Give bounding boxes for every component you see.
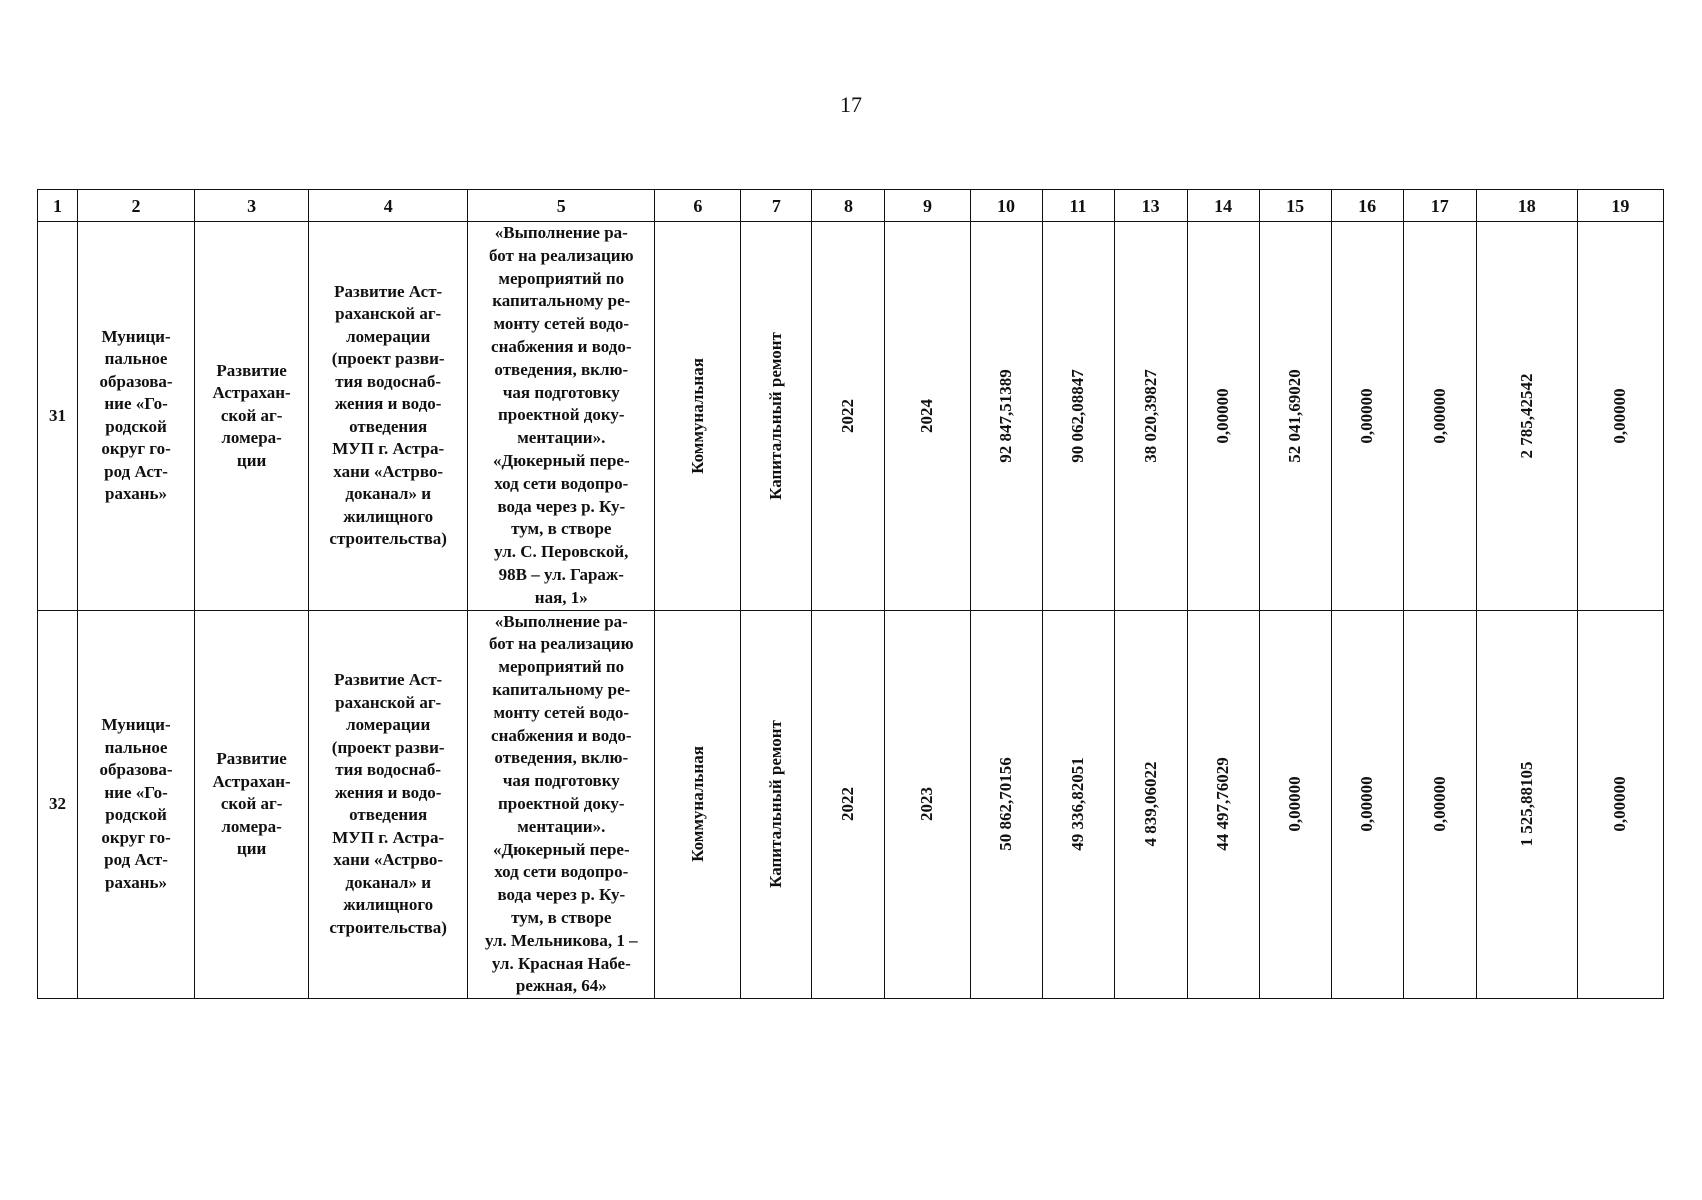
value-cell-19 (1577, 222, 1663, 611)
value-cell-19 (1577, 610, 1663, 999)
event-cell: «Выполнение ра- бот на реализацию мероприятий по капитальному ре- монту сетей водо- снабжения и водо- отведения, вклю- чая подготовку проектной доку- ментации». «Дюкерный пере- ход сети водопро- вода через р. Ку- тум, в створе ул. Мельникова, 1 – ул. Красная Набе- режная, 64» (468, 610, 655, 999)
value-text: 4 839,06022 (1140, 761, 1160, 847)
project-cell: Развитие Аст- раханской аг- ломерации (проект разви- тия водоснаб- жения и водо- отведения МУП г. Астра- хани «Астрво- доканал» и жилищного строительства) (309, 610, 468, 999)
column-header: 6 (655, 190, 741, 222)
municipality-cell: Муници- пальное образова- ние «Го- родской округ го- род Аст- рахань» (78, 222, 195, 611)
value-text: 0,00000 (1285, 776, 1305, 832)
value-text: 52 041,69020 (1285, 369, 1305, 463)
value-cell-13 (1114, 222, 1187, 611)
column-header: 10 (970, 190, 1042, 222)
project-cell: Развитие Аст- раханской аг- ломерации (проект разви- тия водоснаб- жения и водо- отведения МУП г. Астра- хани «Астрво- доканал» и жилищного строительства) (309, 222, 468, 611)
value-text: 92 847,51389 (996, 369, 1016, 463)
value-text: 0,00000 (1610, 776, 1630, 832)
value-text: 0,00000 (1610, 388, 1630, 444)
row-number-cell: 31 (38, 222, 78, 611)
column-header: 3 (195, 190, 309, 222)
value-cell-15 (1259, 222, 1331, 611)
column-header: 18 (1476, 190, 1577, 222)
value-text: 0,00000 (1357, 388, 1377, 444)
year-start-cell (812, 610, 885, 999)
type-cell (655, 222, 741, 611)
column-header: 4 (309, 190, 468, 222)
table-row (38, 222, 1664, 611)
column-header: 16 (1331, 190, 1403, 222)
value-text: 1 525,88105 (1516, 761, 1536, 847)
row-number-cell: 32 (38, 610, 78, 999)
program-cell: Развитие Астрахан- ской аг- ломера- ции (195, 222, 309, 611)
work-text: Капитальный ремонт (766, 720, 786, 889)
value-text: 0,00000 (1429, 776, 1449, 832)
value-cell-16 (1331, 610, 1403, 999)
program-cell: Развитие Астрахан- ской аг- ломера- ции (195, 610, 309, 999)
work-cell (741, 610, 812, 999)
year-end-cell (885, 222, 970, 611)
value-cell-15 (1259, 610, 1331, 999)
page-number: 17 (840, 92, 862, 117)
column-header: 2 (78, 190, 195, 222)
municipality-cell: Муници- пальное образова- ние «Го- родской округ го- род Аст- рахань» (78, 610, 195, 999)
column-header: 13 (1114, 190, 1187, 222)
year-start-text: 2022 (838, 787, 858, 822)
value-cell-10 (970, 222, 1042, 611)
work-cell (741, 222, 812, 611)
value-text: 50 862,70156 (996, 757, 1016, 852)
value-text: 90 062,08847 (1068, 369, 1088, 463)
column-header: 5 (468, 190, 655, 222)
type-cell (655, 610, 741, 999)
value-text: 44 497,76029 (1213, 757, 1233, 852)
column-header: 7 (741, 190, 812, 222)
value-text: 0,00000 (1213, 388, 1233, 444)
year-start-text: 2022 (838, 398, 858, 433)
table-row (38, 610, 1664, 999)
event-cell: «Выполнение ра- бот на реализацию мероприятий по капитальному ре- монту сетей водо- снабжения и водо- отведения, вклю- чая подготовку проектной доку- ментации». «Дюкерный пере- ход сети водопро- вода через р. Ку- тум, в створе ул. С. Перовской, 98В – ул. Гараж- ная, 1» (468, 222, 655, 611)
value-cell-13 (1114, 610, 1187, 999)
data-table (37, 189, 1664, 999)
value-text: 2 785,42542 (1516, 373, 1536, 459)
column-header: 8 (812, 190, 885, 222)
value-cell-14 (1187, 222, 1259, 611)
column-header: 15 (1259, 190, 1331, 222)
column-header: 11 (1042, 190, 1114, 222)
value-cell-11 (1042, 610, 1114, 999)
year-end-text: 2024 (917, 398, 937, 433)
year-end-cell (885, 610, 970, 999)
header-row (38, 190, 1664, 222)
value-cell-17 (1403, 222, 1476, 611)
year-start-cell (812, 222, 885, 611)
value-text: 38 020,39827 (1140, 369, 1160, 463)
type-text: Коммунальная (687, 746, 707, 863)
value-cell-11 (1042, 222, 1114, 611)
value-cell-18 (1476, 222, 1577, 611)
value-cell-16 (1331, 222, 1403, 611)
value-cell-10 (970, 610, 1042, 999)
value-text: 49 336,82051 (1068, 757, 1088, 852)
year-end-text: 2023 (917, 787, 937, 822)
type-text: Коммунальная (687, 357, 707, 474)
value-cell-17 (1403, 610, 1476, 999)
value-text: 0,00000 (1429, 388, 1449, 444)
value-cell-18 (1476, 610, 1577, 999)
column-header: 1 (38, 190, 78, 222)
value-text: 0,00000 (1357, 776, 1377, 832)
column-header: 14 (1187, 190, 1259, 222)
value-cell-14 (1187, 610, 1259, 999)
column-header: 19 (1577, 190, 1663, 222)
work-text: Капитальный ремонт (766, 331, 786, 500)
column-header: 9 (885, 190, 970, 222)
column-header: 17 (1403, 190, 1476, 222)
